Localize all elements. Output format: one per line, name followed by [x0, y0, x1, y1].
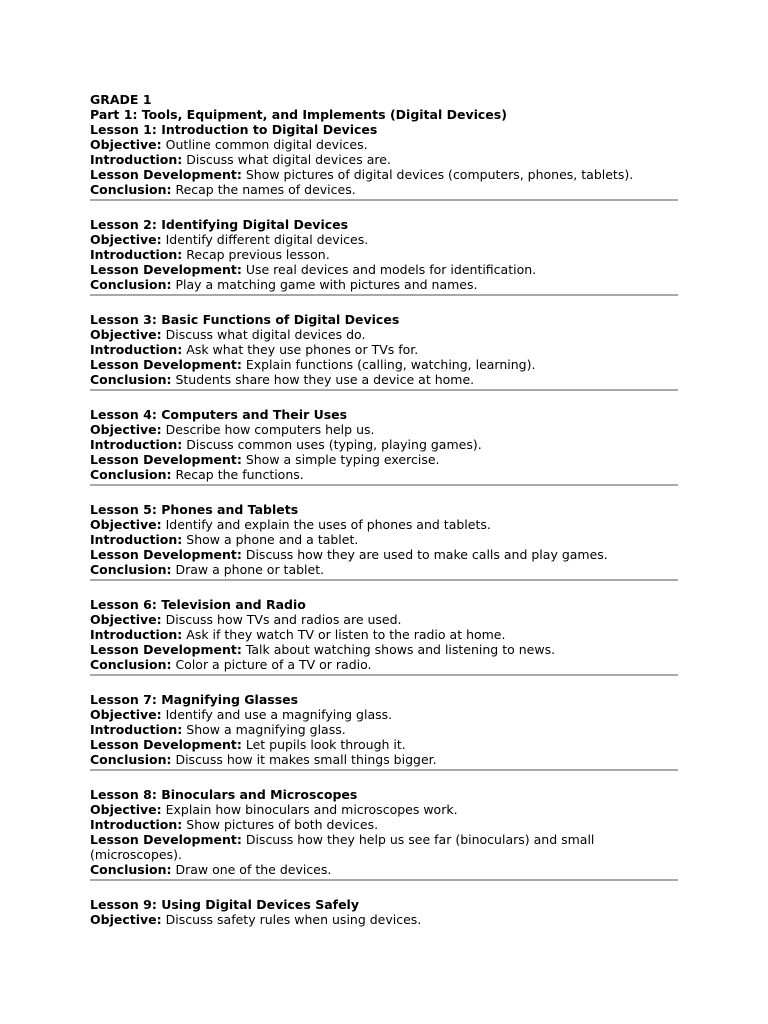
conclusion-label: Conclusion: [90, 277, 172, 292]
conclusion-text: Students share how they use a device at home. [175, 372, 475, 387]
introduction-label: Introduction: [90, 247, 183, 262]
conclusion-line [90, 372, 678, 387]
development-label: Lesson Development: [90, 357, 242, 372]
conclusion-label: Conclusion: [90, 862, 172, 877]
objective-label: Objective: [90, 137, 162, 152]
introduction-label: Introduction: [90, 152, 183, 167]
introduction-label: Introduction: [90, 817, 183, 832]
development-line [90, 167, 678, 182]
development-text: Let pupils look through it. [245, 737, 406, 752]
conclusion-line [90, 182, 678, 197]
introduction-line [90, 437, 678, 452]
divider [90, 484, 678, 486]
objective-text: Outline common digital devices. [165, 137, 368, 152]
introduction-line [90, 342, 678, 357]
lesson-title: Lesson 4: Computers and Their Uses [90, 407, 348, 422]
objective-line [90, 612, 678, 627]
introduction-label: Introduction: [90, 722, 183, 737]
development-line [90, 547, 678, 562]
development-text: Show pictures of digital devices (computers, phones, tablets). [245, 167, 634, 182]
objective-line [90, 912, 678, 927]
development-line [90, 452, 678, 467]
conclusion-text: Draw one of the devices. [175, 862, 332, 877]
objective-label: Objective: [90, 517, 162, 532]
objective-text: Identify different digital devices. [165, 232, 369, 247]
grade-heading: GRADE 1 [90, 92, 152, 107]
introduction-text: Show a magnifying glass. [186, 722, 346, 737]
divider [90, 199, 678, 201]
development-line [90, 832, 678, 862]
conclusion-label: Conclusion: [90, 562, 172, 577]
conclusion-line [90, 562, 678, 577]
objective-label: Objective: [90, 612, 162, 627]
lesson-5 [90, 502, 678, 578]
lesson-1 [90, 122, 678, 198]
introduction-text: Discuss common uses (typing, playing games). [186, 437, 482, 452]
lesson-title: Lesson 2: Identifying Digital Devices [90, 217, 349, 232]
objective-line [90, 707, 678, 722]
conclusion-line [90, 752, 678, 767]
development-text: Show a simple typing exercise. [245, 452, 440, 467]
divider [90, 389, 678, 391]
objective-line [90, 517, 678, 532]
objective-text: Discuss safety rules when using devices. [165, 912, 422, 927]
introduction-label: Introduction: [90, 437, 183, 452]
lesson-2 [90, 217, 678, 293]
conclusion-text: Color a picture of a TV or radio. [175, 657, 372, 672]
development-text: Discuss how they are used to make calls and play games. [245, 547, 608, 562]
divider [90, 294, 678, 296]
development-label: Lesson Development: [90, 452, 242, 467]
conclusion-label: Conclusion: [90, 182, 172, 197]
lesson-7 [90, 692, 678, 768]
development-label: Lesson Development: [90, 262, 242, 277]
development-text: Talk about watching shows and listening to news. [245, 642, 556, 657]
introduction-line [90, 247, 678, 262]
introduction-label: Introduction: [90, 627, 183, 642]
development-line [90, 642, 678, 657]
lesson-9 [90, 897, 678, 928]
objective-label: Objective: [90, 707, 162, 722]
development-text: Use real devices and models for identification. [245, 262, 537, 277]
conclusion-text: Play a matching game with pictures and names. [175, 277, 478, 292]
objective-line [90, 137, 678, 152]
introduction-text: Show pictures of both devices. [186, 817, 379, 832]
objective-text: Explain how binoculars and microscopes work. [165, 802, 458, 817]
objective-label: Objective: [90, 422, 162, 437]
divider [90, 769, 678, 771]
part-heading: Part 1: Tools, Equipment, and Implements (Digital Devices) [90, 107, 507, 122]
development-label: Lesson Development: [90, 642, 242, 657]
conclusion-label: Conclusion: [90, 467, 172, 482]
development-label: Lesson Development: [90, 832, 242, 847]
introduction-text: Discuss what digital devices are. [186, 152, 391, 167]
lesson-title: Lesson 6: Television and Radio [90, 597, 306, 612]
lesson-title: Lesson 7: Magnifying Glasses [90, 692, 299, 707]
objective-line [90, 802, 678, 817]
objective-label: Objective: [90, 327, 162, 342]
development-line [90, 262, 678, 277]
divider [90, 674, 678, 676]
objective-label: Objective: [90, 232, 162, 247]
introduction-line [90, 152, 678, 167]
lesson-title: Lesson 8: Binoculars and Microscopes [90, 787, 358, 802]
conclusion-text: Discuss how it makes small things bigger. [175, 752, 437, 767]
divider [90, 579, 678, 581]
introduction-text: Show a phone and a tablet. [186, 532, 359, 547]
lesson-title: Lesson 3: Basic Functions of Digital Devices [90, 312, 400, 327]
introduction-text: Recap previous lesson. [186, 247, 330, 262]
conclusion-text: Recap the functions. [175, 467, 304, 482]
conclusion-line [90, 657, 678, 672]
introduction-text: Ask what they use phones or TVs for. [186, 342, 419, 357]
conclusion-label: Conclusion: [90, 657, 172, 672]
objective-text: Identify and explain the uses of phones and tablets. [165, 517, 491, 532]
conclusion-text: Recap the names of devices. [175, 182, 356, 197]
objective-text: Discuss what digital devices do. [165, 327, 366, 342]
development-label: Lesson Development: [90, 547, 242, 562]
introduction-line [90, 817, 678, 832]
development-text: Discuss how they help us see far (binoculars) and small (microscopes). [90, 832, 595, 862]
development-line [90, 357, 678, 372]
lesson-title: Lesson 5: Phones and Tablets [90, 502, 299, 517]
objective-label: Objective: [90, 912, 162, 927]
lesson-4 [90, 407, 678, 483]
objective-text: Describe how computers help us. [165, 422, 375, 437]
introduction-label: Introduction: [90, 342, 183, 357]
development-line [90, 737, 678, 752]
objective-text: Discuss how TVs and radios are used. [165, 612, 402, 627]
development-text: Explain functions (calling, watching, learning). [245, 357, 536, 372]
introduction-line [90, 532, 678, 547]
objective-line [90, 232, 678, 247]
objective-label: Objective: [90, 802, 162, 817]
objective-line [90, 327, 678, 342]
divider [90, 879, 678, 881]
conclusion-label: Conclusion: [90, 372, 172, 387]
objective-text: Identify and use a magnifying glass. [165, 707, 393, 722]
conclusion-line [90, 862, 678, 877]
lesson-title: Lesson 1: Introduction to Digital Devices [90, 122, 378, 137]
introduction-line [90, 627, 678, 642]
introduction-text: Ask if they watch TV or listen to the radio at home. [186, 627, 506, 642]
development-label: Lesson Development: [90, 167, 242, 182]
lesson-title: Lesson 9: Using Digital Devices Safely [90, 897, 359, 912]
introduction-label: Introduction: [90, 532, 183, 547]
lesson-8 [90, 787, 678, 878]
conclusion-line [90, 467, 678, 482]
lesson-6 [90, 597, 678, 673]
conclusion-label: Conclusion: [90, 752, 172, 767]
development-label: Lesson Development: [90, 737, 242, 752]
objective-line [90, 422, 678, 437]
lesson-3 [90, 312, 678, 388]
conclusion-text: Draw a phone or tablet. [175, 562, 325, 577]
conclusion-line [90, 277, 678, 292]
document-page [90, 92, 678, 928]
introduction-line [90, 722, 678, 737]
